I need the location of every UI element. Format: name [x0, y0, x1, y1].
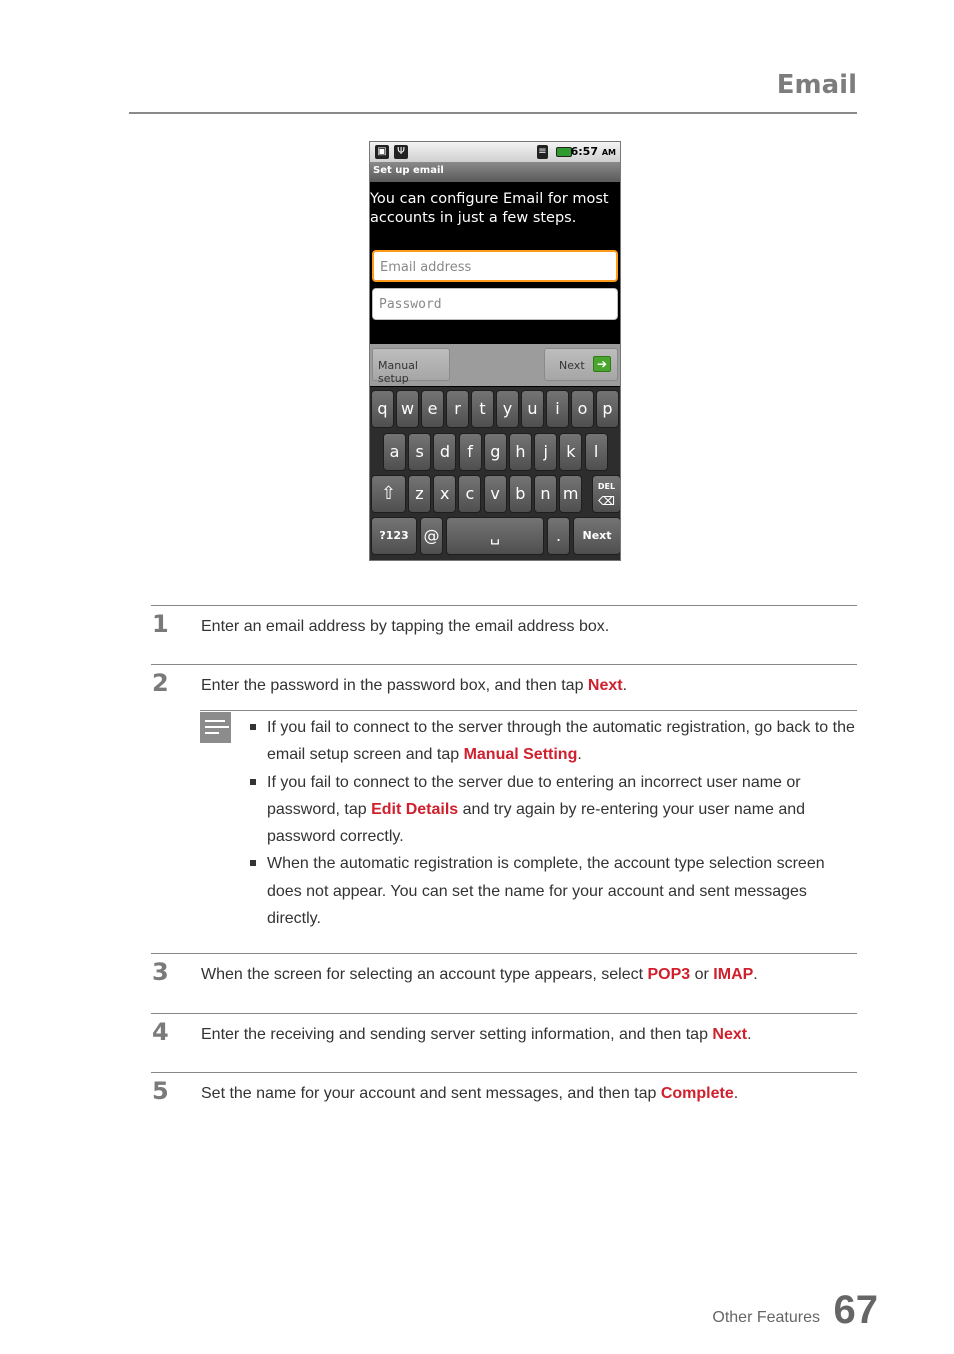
status-time: 6:57 AM — [570, 145, 616, 158]
note-divider — [200, 710, 857, 711]
phone-screenshot — [369, 141, 621, 561]
symbols-label: ?123 — [379, 529, 409, 542]
period-key[interactable] — [547, 517, 570, 555]
next-label: Next — [559, 359, 585, 372]
key-m[interactable]: m — [559, 475, 582, 513]
step-number: 4 — [152, 1018, 169, 1046]
key-p[interactable]: p — [596, 390, 619, 428]
next-key-label: Next — [582, 529, 612, 542]
arrow-right-icon: ➔ — [593, 356, 611, 372]
key-o[interactable]: o — [571, 390, 594, 428]
delete-label: DEL — [597, 482, 616, 491]
key-r[interactable]: r — [446, 390, 469, 428]
key-b[interactable]: b — [509, 475, 532, 513]
page-number: 67 — [833, 1288, 878, 1332]
key-g[interactable]: g — [484, 433, 507, 471]
period-label: . — [555, 526, 562, 545]
android-icon: ▣ — [375, 145, 389, 159]
key-q[interactable]: q — [371, 390, 394, 428]
step-3 — [151, 953, 857, 1013]
key-t[interactable]: t — [471, 390, 494, 428]
key-c[interactable]: c — [458, 475, 481, 513]
manual-setup-label: Manual setup — [378, 359, 418, 385]
note-item: When the automatic registration is complete, the account type selection screen does not appear. You can set the name for your account and sent messages directly. — [248, 850, 860, 932]
note-list — [248, 714, 860, 932]
keyboard — [370, 387, 620, 561]
backspace-icon: ⌫ — [598, 494, 615, 508]
key-z[interactable]: z — [408, 475, 431, 513]
button-bar — [370, 344, 620, 386]
at-key[interactable] — [420, 517, 443, 555]
step-number: 5 — [152, 1077, 169, 1105]
step-text: Enter an email address by tapping the email address box. — [201, 618, 610, 635]
page-title: Email — [776, 70, 857, 100]
key-l[interactable]: l — [585, 433, 608, 471]
key-w[interactable]: w — [396, 390, 419, 428]
usb-icon: Ψ — [394, 145, 408, 159]
status-bar — [370, 142, 620, 162]
email-placeholder: Email address — [380, 260, 472, 275]
key-f[interactable]: f — [459, 433, 482, 471]
intro-text: You can configure Email for most accounts in just a few steps. — [370, 191, 609, 226]
key-a[interactable]: a — [383, 433, 406, 471]
password-placeholder: Password — [379, 297, 442, 312]
footer-section: Other Features — [712, 1309, 820, 1326]
space-icon: ␣ — [489, 526, 501, 545]
key-d[interactable]: d — [433, 433, 456, 471]
key-i[interactable]: i — [546, 390, 569, 428]
key-h[interactable]: h — [509, 433, 532, 471]
key-k[interactable]: k — [559, 433, 582, 471]
manual-setup-button[interactable] — [372, 348, 450, 385]
screen-title: Set up email — [373, 165, 444, 176]
shift-key[interactable] — [371, 475, 406, 513]
step-2 — [151, 664, 857, 710]
password-field[interactable] — [372, 288, 618, 320]
email-address-field[interactable] — [372, 250, 618, 282]
step-1 — [151, 605, 857, 665]
step-5 — [151, 1072, 857, 1132]
symbols-key[interactable] — [371, 517, 417, 555]
shift-icon: ⇧ — [380, 483, 397, 504]
key-u[interactable]: u — [521, 390, 544, 428]
key-y[interactable]: y — [496, 390, 519, 428]
key-e[interactable]: e — [421, 390, 444, 428]
key-s[interactable]: s — [408, 433, 431, 471]
step-text: Enter the password in the password box, and then tap Next. — [201, 677, 628, 694]
key-x[interactable]: x — [433, 475, 456, 513]
step-text: When the screen for selecting an account type appears, select POP3 or IMAP. — [201, 966, 758, 983]
step-text: Set the name for your account and sent messages, and then tap Complete. — [201, 1085, 739, 1102]
step-number: 2 — [152, 669, 169, 697]
key-n[interactable]: n — [534, 475, 557, 513]
key-j[interactable]: j — [534, 433, 557, 471]
delete-key[interactable] — [592, 475, 621, 513]
note-item: If you fail to connect to the server due to entering an incorrect user name or password, tap Edit Details and try again by re-entering your user name and password correctly. — [248, 769, 860, 851]
signal-icon: ≡ — [538, 146, 547, 157]
step-4 — [151, 1013, 857, 1073]
note-icon — [200, 712, 231, 743]
step-number: 1 — [152, 610, 169, 638]
space-key[interactable] — [446, 517, 544, 555]
page-header — [129, 60, 857, 114]
screen-title-bar — [370, 162, 620, 182]
note-item: If you fail to connect to the server through the automatic registration, go back to the email setup screen and tap Manual Setting. — [248, 714, 860, 769]
step-text: Enter the receiving and sending server setting information, and then tap Next. — [201, 1026, 752, 1043]
next-key[interactable] — [573, 517, 621, 555]
next-button[interactable] — [544, 348, 618, 381]
key-v[interactable]: v — [484, 475, 507, 513]
battery-icon — [556, 147, 572, 157]
step-number: 3 — [152, 958, 169, 986]
at-label: @ — [423, 526, 440, 545]
